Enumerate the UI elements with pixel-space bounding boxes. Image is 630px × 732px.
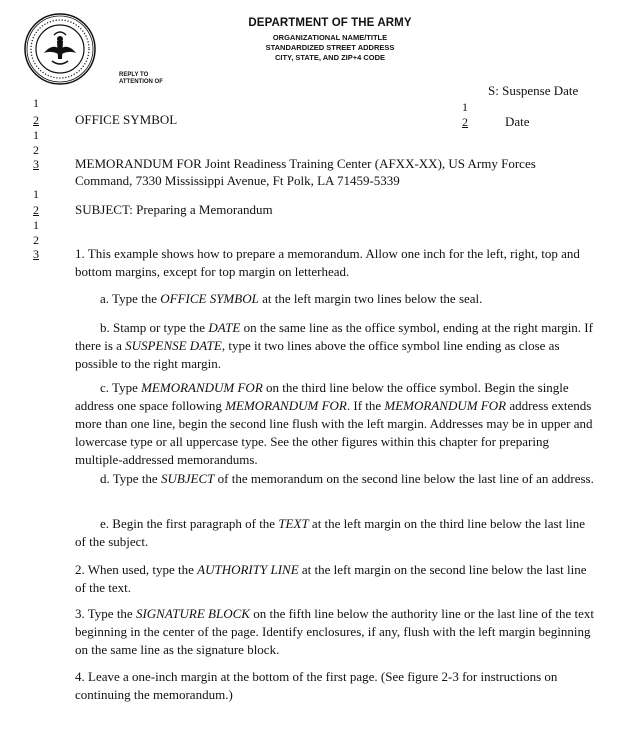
office-symbol: OFFICE SYMBOL	[75, 112, 178, 127]
text-run: of the memorandum on the second line below the last line of an address.	[214, 471, 594, 486]
suspense-date: S: Suspense Date	[488, 83, 579, 98]
paragraph-4: 4. Leave a one-inch margin at the bottom of the first page. (See figure 2-3 for instructions on continuing the memorandum.)	[75, 669, 558, 702]
street-address: STANDARDIZED STREET ADDRESS	[265, 43, 395, 52]
text-run-italic: MEMORANDUM FOR	[225, 398, 347, 413]
text-run-italic: MEMORANDUM FOR	[141, 380, 263, 395]
text-run-italic: DATE	[208, 320, 241, 335]
organization-name: ORGANIZATIONAL NAME/TITLE	[272, 33, 388, 42]
paragraph-1b	[75, 319, 595, 373]
paragraph-1e	[75, 515, 595, 551]
text-run: d. Type the	[100, 471, 161, 486]
paragraph-1: 1. This example shows how to prepare a memorandum. Allow one inch for the left, right, top and bottom margins, except for top margin on letterhead.	[75, 246, 580, 279]
text-run: 2. When used, type the	[75, 562, 198, 577]
right-line-number-1: 1	[462, 100, 468, 114]
text-run-italic: SUBJECT	[160, 471, 215, 486]
subject-line: SUBJECT: Preparing a Memorandum	[75, 202, 273, 217]
reply-to	[119, 72, 163, 86]
right-line-number-2: 2	[462, 115, 468, 129]
text-run: on the fifth line below the authority line or the last line of the text beginning in the center of the page. Identify enclosures, if any, flush with the left margin beginning on the same line as the signature block.	[75, 606, 595, 657]
text-run: . If the	[346, 398, 385, 413]
text-run: at the left margin on the second line below the last line of the text.	[75, 562, 587, 595]
text-run-italic: AUTHORITY LINE	[197, 562, 299, 577]
paragraph-1c	[75, 379, 595, 469]
line-number: 3	[33, 157, 39, 171]
line-number: 1	[33, 187, 39, 201]
line-number: 1	[33, 96, 39, 110]
line-number: 3	[33, 247, 39, 261]
paragraph-1a	[75, 290, 595, 308]
department-title: DEPARTMENT OF THE ARMY	[248, 17, 412, 29]
memorandum-for-line-1: MEMORANDUM FOR Joint Readiness Training Center (AFXX-XX), US Army Forces	[75, 156, 536, 171]
text-run-italic: TEXT	[278, 516, 309, 531]
text-run-italic: OFFICE SYMBOL	[160, 291, 259, 306]
text-run-italic: SIGNATURE BLOCK	[135, 606, 250, 621]
text-run-italic: MEMORANDUM FOR	[384, 398, 507, 413]
city-state-zip: CITY, STATE, AND ZIP+4 CODE	[274, 53, 386, 62]
line-number: 1	[33, 128, 39, 142]
text-run: b. Stamp or type the	[100, 320, 209, 335]
text-run: c. Type	[100, 380, 142, 395]
memorandum-for-line-2: Command, 7330 Mississippi Avenue, Ft Polk, LA 71459-5339	[75, 173, 400, 188]
reply-to-line: REPLY TO	[119, 72, 149, 78]
text-run: 3. Type the	[75, 606, 136, 621]
line-number: 2	[33, 113, 39, 127]
text-run: address extends more than one line, begin the second line flush with the left margin. Addresses may be in upper and lowercase type or all uppercase type. See the other figures within this chapter for preparing multiple-addressed memorandums.	[75, 398, 593, 467]
text-run: , type it two lines above the office symbol line ending as close as possible to the right margin.	[75, 338, 560, 371]
line-number: 2	[33, 233, 39, 247]
text-run: on the same line as the office symbol, ending at the right margin. If there is a	[75, 320, 593, 353]
paragraph-1d	[75, 470, 595, 488]
memo-date: Date	[505, 114, 530, 129]
line-number: 2	[33, 143, 39, 157]
text-run-italic: SUSPENSE DATE	[125, 338, 222, 353]
line-number: 1	[33, 218, 39, 232]
line-number: 2	[33, 203, 39, 217]
text-run: e. Begin the first paragraph of the	[100, 516, 279, 531]
text-run: at the left margin two lines below the seal.	[258, 291, 483, 306]
attention-of-line: ATTENTION OF	[119, 79, 163, 85]
department-seal-icon	[24, 13, 96, 85]
text-run: a. Type the	[100, 291, 161, 306]
paragraph-3	[75, 605, 595, 659]
paragraph-2	[75, 561, 595, 597]
text-run: on the third line below the office symbol. Begin the single address one space following	[75, 380, 569, 413]
text-run: at the left margin on the third line below the last line of the subject.	[75, 516, 585, 549]
